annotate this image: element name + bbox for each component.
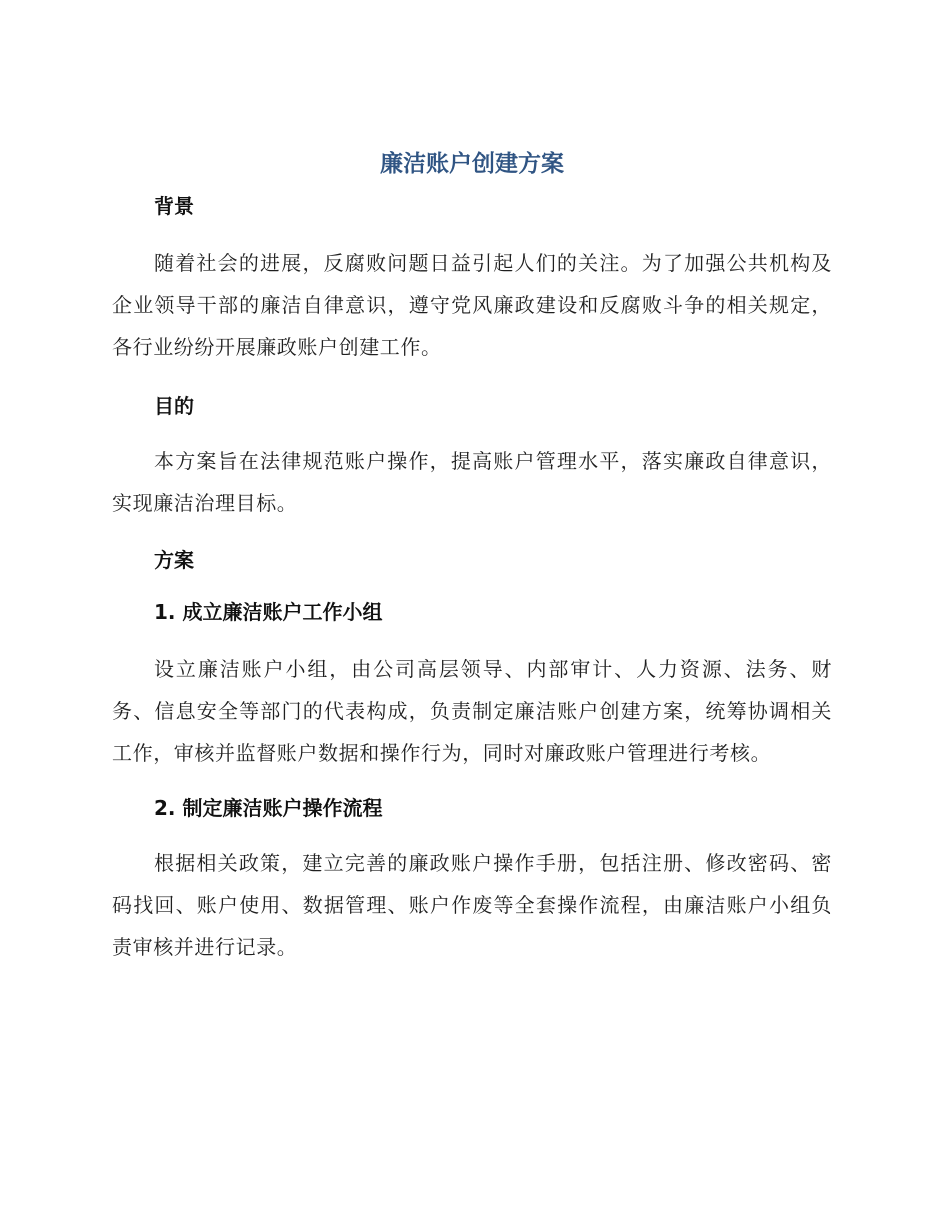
heading-plan: 方案 <box>154 548 194 572</box>
paragraph-background: 随着社会的进展，反腐败问题日益引起人们的关注。为了加强公共机构及企业领导干部的廉洁自律意识，遵守党风廉政建设和反腐败斗争的相关规定，各行业纷纷开展廉政账户创建工作。 <box>112 251 832 359</box>
document-title: 廉洁账户创建方案 <box>380 151 564 177</box>
paragraph-step-2: 根据相关政策，建立完善的廉政账户操作手册，包括注册、修改密码、密码找回、账户使用、数据管理、账户作废等全套操作流程，由廉洁账户小组负责审核并进行记录。 <box>112 851 832 959</box>
paragraph-step-1: 设立廉洁账户小组，由公司高层领导、内部审计、人力资源、法务、财务、信息安全等部门的代表构成，负责制定廉洁账户创建方案，统筹协调相关工作，审核并监督账户数据和操作行为，同时对廉政账户管理进行考核。 <box>112 657 832 765</box>
heading-purpose: 目的 <box>154 394 194 418</box>
heading-step-1: 1. 成立廉洁账户工作小组 <box>154 600 383 624</box>
heading-step-2: 2. 制定廉洁账户操作流程 <box>154 796 383 820</box>
paragraph-purpose: 本方案旨在法律规范账户操作，提高账户管理水平，落实廉政自律意识，实现廉洁治理目标。 <box>112 449 832 515</box>
heading-background: 背景 <box>154 194 194 218</box>
